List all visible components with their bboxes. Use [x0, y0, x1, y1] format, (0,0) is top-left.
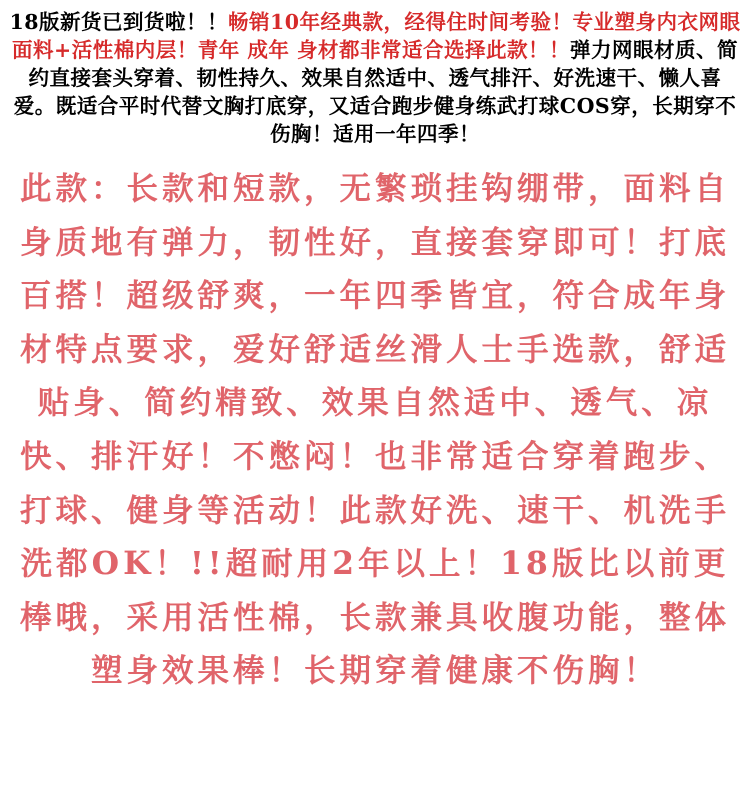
- intro-features-text: 弹力网眼材质、简约直接套头穿着、韧性持久、效果自然适中、透气排汗、好洗速干、懒人喜爱。既适合平时代替文胸打底穿，又适合跑步健身练武打球COS穿，长期穿不伤胸！适用一年四季！: [13, 38, 738, 146]
- intro-new-arrival-text: 18版新货已到货啦！！: [9, 10, 228, 34]
- description-paragraph: 此款：长款和短款，无繁琐挂钩绷带，面料自身质地有弹力，韧性好，直接套穿即可！打底百搭！超级舒爽，一年四季皆宜，符合成年身材特点要求，爱好舒适丝滑人士手选款，舒适贴身、简约精致、效果自然适中、透气、凉快、排汗好！不憋闷！也非常适合穿着跑步、打球、健身等活动！此款好洗、速干、机洗手洗都OK！!!超耐用2年以上！18版比以前更棒哦，采用活性棉，长款兼具收腹功能，整体塑身效果棒！长期穿着健康不伤胸！: [19, 170, 730, 690]
- intro-highlight-text: 畅销10年经典款，经得住时间考验！专业塑身内衣网眼面料+活性棉内层！青年 成年 身材都非常适合选择此款！！: [12, 10, 741, 62]
- intro-paragraph: [8, 8, 742, 148]
